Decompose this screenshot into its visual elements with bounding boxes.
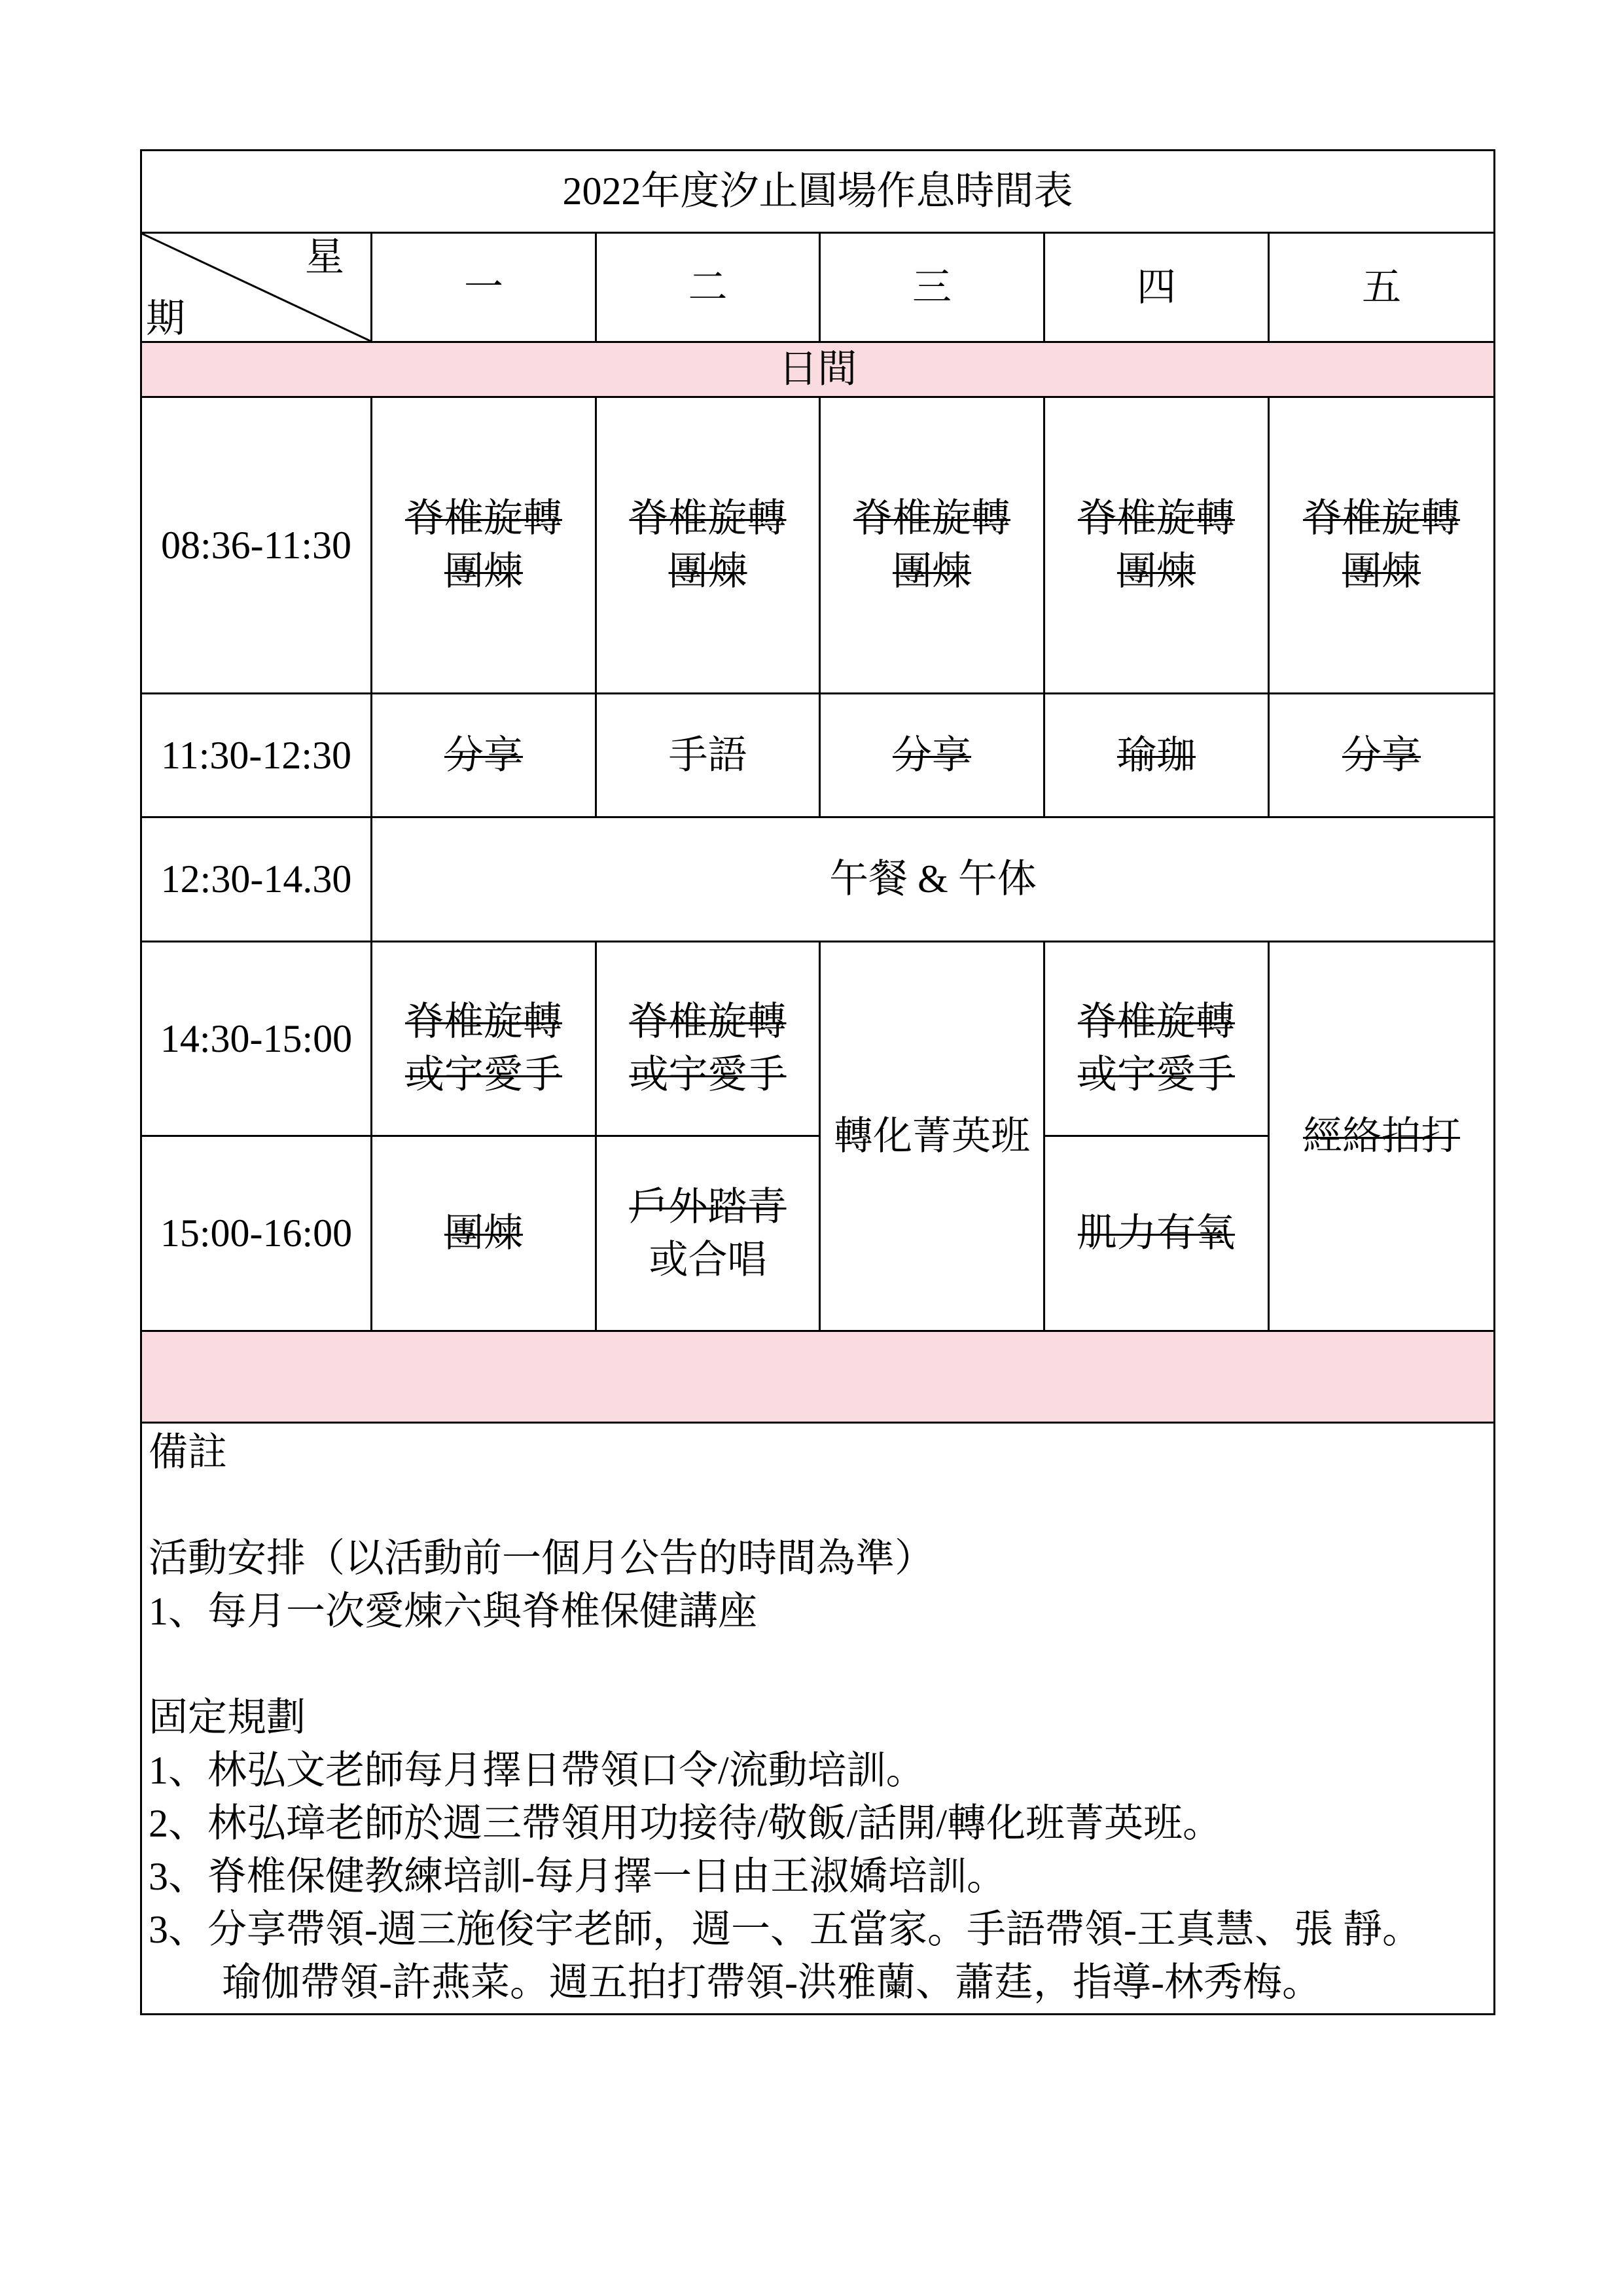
fixed-plan-item-continuation: 瑜伽帶領-許燕菜。週五拍打帶領-洪雅蘭、蕭莛，指導-林秀梅。: [222, 1961, 1321, 2004]
activity-cell: [372, 397, 596, 694]
activity-cell: [820, 942, 1044, 1331]
corner-header-cell: [141, 233, 372, 342]
activity-line: 戶外踏青: [629, 1185, 787, 1229]
table-row: [141, 942, 1495, 1136]
day-header-tue: 二: [596, 233, 820, 342]
activity-line: 或宇愛手: [629, 1053, 787, 1096]
activity-line: 脊椎旋轉: [1078, 1000, 1235, 1043]
time-slot: 08:36-11:30: [141, 397, 372, 694]
activity-cell: [1044, 942, 1269, 1136]
activity-cell: [1269, 942, 1495, 1331]
time-slot: 12:30-14.30: [141, 817, 372, 942]
page-title: 2022年度汐止圓場作息時間表: [141, 151, 1495, 233]
activity-line: 脊椎旋轉: [405, 1000, 562, 1043]
fixed-plan-item: 3、分享帶領-週三施俊宇老師，週一、五當家。手語帶領-王真慧、張 靜。: [149, 1908, 1421, 1951]
activity-line: 脊椎旋轉: [405, 497, 562, 540]
activity-line: 或合唱: [649, 1238, 767, 1282]
activity-cell: [1044, 397, 1269, 694]
schedule-table: [140, 149, 1495, 2015]
activity-line: 轉化菁英班: [834, 1114, 1030, 1158]
activity-cell: [372, 694, 596, 817]
fixed-plan-item: 2、林弘璋老師於週三帶領用功接待/敬飯/話開/轉化班菁英班。: [149, 1802, 1222, 1845]
activity-line: 分享: [893, 733, 971, 777]
activity-line: 或宇愛手: [1078, 1053, 1235, 1096]
activity-line: 團煉: [893, 550, 971, 593]
activity-line: 肌力有氧: [1078, 1211, 1235, 1255]
activity-line: 分享: [1342, 733, 1421, 777]
time-slot: 15:00-16:00: [141, 1136, 372, 1331]
activity-cell: [1044, 694, 1269, 817]
day-header-thu: 四: [1044, 233, 1269, 342]
fixed-plan-item: 3、脊椎保健教練培訓-每月擇一日由王淑嬌培訓。: [149, 1855, 1006, 1898]
activity-cell: [372, 1136, 596, 1331]
activity-line: 脊椎旋轉: [1303, 497, 1460, 540]
fixed-plan-item: 1、林弘文老師每月擇日帶領口令/流動培訓。: [149, 1749, 925, 1792]
day-header-mon: 一: [372, 233, 596, 342]
table-row: [141, 397, 1495, 694]
notes-spacer: [149, 1638, 1493, 1691]
notes-spacer: [149, 1479, 1493, 1532]
activity-line: 分享: [444, 733, 523, 777]
activity-cell: [820, 694, 1044, 817]
day-header-fri: 五: [1269, 233, 1495, 342]
lunch-break-cell: 午餐 & 午体: [372, 817, 1495, 942]
activity-line: 脊椎旋轉: [853, 497, 1010, 540]
activity-line: 團煉: [444, 1211, 523, 1255]
section-divider: [141, 1331, 1495, 1423]
day-header-wed: 三: [820, 233, 1044, 342]
activity-line: 團煉: [444, 550, 523, 593]
activity-line: 團煉: [1342, 550, 1421, 593]
activity-line: 或宇愛手: [405, 1053, 562, 1096]
time-slot: 14:30-15:00: [141, 942, 372, 1136]
activity-cell: [596, 1136, 820, 1331]
activity-cell: [596, 397, 820, 694]
activity-cell: [1044, 1136, 1269, 1331]
activity-cell: [1269, 397, 1495, 694]
activity-line: 瑜珈: [1117, 733, 1196, 777]
time-slot: 11:30-12:30: [141, 694, 372, 817]
activity-cell: [820, 397, 1044, 694]
activity-line: 團煉: [1117, 550, 1196, 593]
fixed-plan-heading: 固定規劃: [149, 1696, 306, 1739]
arrangement-heading: 活動安排（以活動前一個月公告的時間為準）: [149, 1537, 934, 1580]
corner-label-bottom: 期: [146, 297, 185, 340]
activity-line: 團煉: [668, 550, 747, 593]
activity-line: 脊椎旋轉: [1078, 497, 1235, 540]
notes-heading: 備註: [149, 1431, 227, 1474]
activity-line: 脊椎旋轉: [629, 1000, 787, 1043]
arrangement-item: 1、每月一次愛煉六與脊椎保健講座: [149, 1590, 757, 1633]
activity-line: 脊椎旋轉: [629, 497, 787, 540]
corner-label-top: 星: [305, 236, 344, 279]
activity-cell: [372, 942, 596, 1136]
table-row: [141, 817, 1495, 942]
section-label-daytime: 日間: [141, 342, 1495, 397]
notes-section: [141, 1423, 1495, 2015]
activity-line: 手語: [668, 733, 747, 777]
activity-cell: [1269, 694, 1495, 817]
activity-line: 經絡拍打: [1303, 1114, 1460, 1158]
activity-cell: [596, 694, 820, 817]
activity-cell: [596, 942, 820, 1136]
table-row: [141, 694, 1495, 817]
